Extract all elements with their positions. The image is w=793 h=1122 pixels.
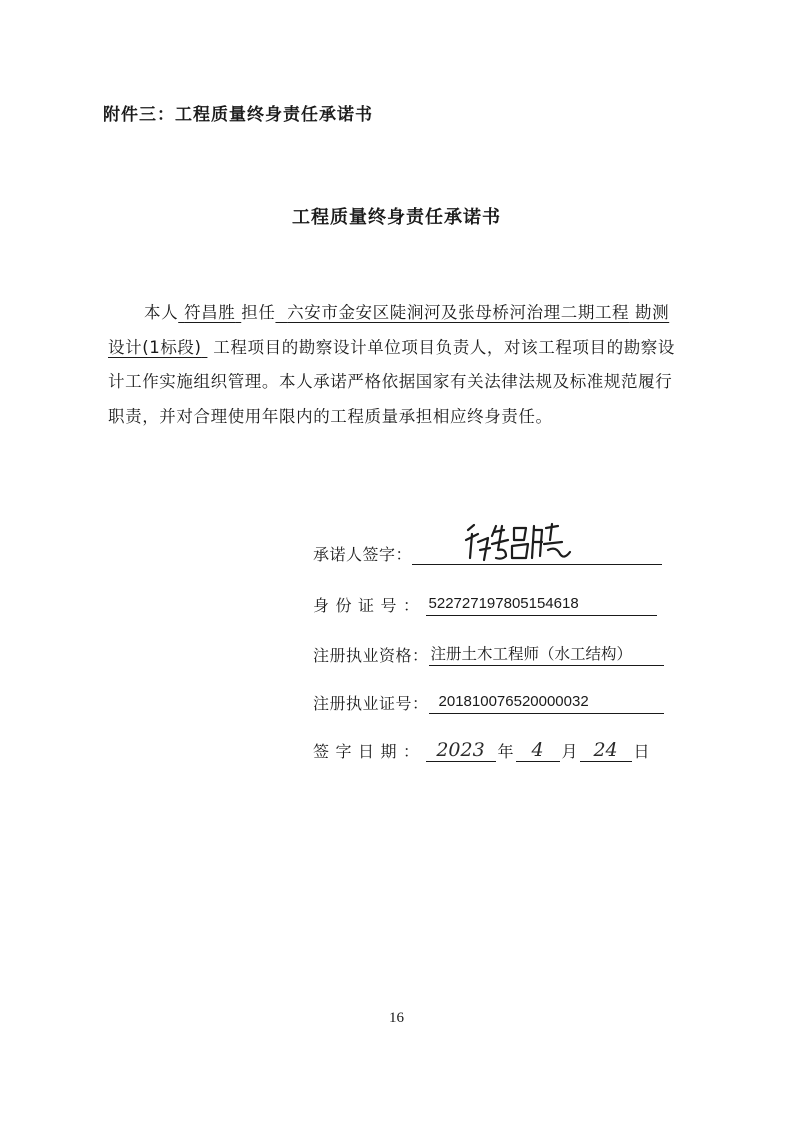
attachment-header: 附件三：工程质量终身责任承诺书 [103, 105, 373, 125]
license-row [313, 688, 664, 714]
qualification-value: 注册土木工程师（水工结构） [429, 643, 664, 666]
signer-row [313, 539, 662, 565]
role-text: 担任 [241, 303, 276, 322]
signer-label: 承诺人签字： [313, 545, 413, 564]
id-row [313, 590, 657, 616]
date-label: 签字日期： [313, 742, 426, 761]
license-number: 201810076520000032 [429, 691, 664, 714]
prefix-text: 本人 [144, 303, 179, 322]
project-name: 六安市金安区陡涧河及张母桥河治理二期工程 勘测设计(1标段) [108, 303, 670, 357]
qualification-row [313, 640, 664, 666]
date-row [313, 736, 652, 762]
signature-field [412, 542, 662, 565]
commitment-text: 工程项目的勘察设计单位项目负责人，对该工程项目的勘察设计工作实施组织管理。本人承诺严格依据国家有关法律法规及标准规范履行职责，并对合理使用年限内的工程质量承担相应终身责任。 [108, 337, 675, 426]
qualification-label: 注册执业资格： [313, 646, 429, 665]
person-name: 符昌胜 [184, 303, 236, 322]
date-day: 24 [580, 739, 632, 762]
date-month-unit: 月 [561, 742, 578, 761]
date-year-unit: 年 [497, 742, 514, 761]
date-month: 4 [516, 739, 560, 762]
document-title: 工程质量终身责任承诺书 [292, 207, 501, 228]
page-number: 16 [389, 1010, 404, 1026]
id-label: 身份证号： [313, 596, 426, 615]
date-year: 2023 [426, 739, 496, 762]
date-day-unit: 日 [633, 742, 650, 761]
license-label: 注册执业证号： [313, 694, 429, 713]
commitment-paragraph [108, 296, 678, 434]
handwritten-signature [462, 520, 572, 562]
id-number: 522727197805154618 [426, 593, 657, 616]
